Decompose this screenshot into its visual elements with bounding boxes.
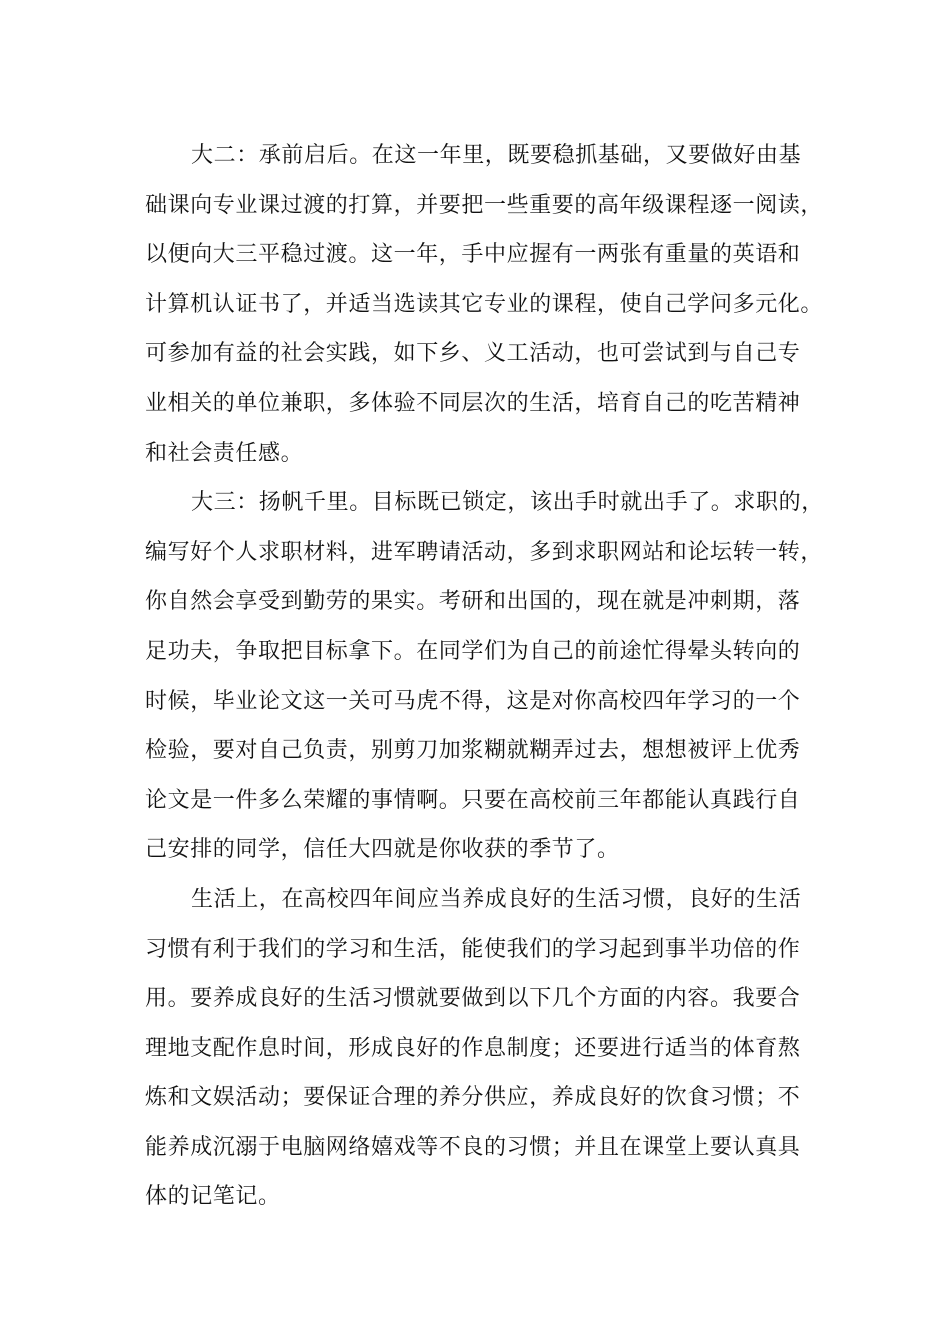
text-line: 大三：扬帆千里。目标既已锁定，该出手时就出手了。求职的， — [191, 490, 824, 516]
text-line: 检验，要对自己负责，别剪刀加浆糊就糊弄过去，想想被评上优秀 — [145, 738, 801, 764]
text-line: 可参加有益的社会实践，如下乡、义工活动，也可尝试到与自己专 — [145, 341, 801, 367]
text-line: 编写好个人求职材料，进军聘请活动，多到求职网站和论坛转一转， — [145, 539, 824, 565]
text-line: 计算机认证书了，并适当选读其它专业的课程，使自己学问多元化。 — [145, 291, 824, 317]
text-line: 时候，毕业论文这一关可马虎不得，这是对你高校四年学习的一个 — [145, 688, 801, 714]
text-line: 生活上，在高校四年间应当养成良好的生活习惯，良好的生活 — [191, 886, 802, 912]
text-line: 论文是一件多么荣耀的事情啊。只要在高校前三年都能认真践行自 — [145, 787, 801, 813]
text-line: 用。要养成良好的生活习惯就要做到以下几个方面的内容。我要合 — [145, 986, 801, 1012]
paragraph-sophomore-year — [145, 131, 835, 478]
text-line: 己安排的同学，信任大四就是你收获的季节了。 — [145, 837, 620, 863]
paragraph-life-habits — [145, 875, 835, 1222]
text-line: 体的记笔记。 — [145, 1184, 281, 1210]
text-line: 础课向专业课过渡的打算，并要把一些重要的高年级课程逐一阅读， — [145, 192, 824, 218]
text-line: 业相关的单位兼职，多体验不同层次的生活，培育自己的吃苦精神 — [145, 390, 801, 416]
text-line: 理地支配作息时间，形成良好的作息制度；还要进行适当的体育熬 — [145, 1035, 801, 1061]
text-line: 炼和文娱活动；要保证合理的养分供应，养成良好的饮食习惯；不 — [145, 1085, 801, 1111]
text-line: 以便向大三平稳过渡。这一年，手中应握有一两张有重量的英语和 — [145, 242, 801, 268]
text-line: 和社会责任感。 — [145, 440, 304, 466]
text-line: 你自然会享受到勤劳的果实。考研和出国的，现在就是冲刺期，落 — [145, 589, 801, 615]
text-line: 习惯有利于我们的学习和生活，能使我们的学习起到事半功倍的作 — [145, 936, 801, 962]
document-body — [145, 131, 835, 1222]
text-line: 大二：承前启后。在这一年里，既要稳抓基础，又要做好由基 — [191, 143, 802, 168]
text-line: 能养成沉溺于电脑网络嬉戏等不良的习惯；并且在课堂上要认真具 — [145, 1134, 801, 1160]
text-line: 足功夫，争取把目标拿下。在同学们为自己的前途忙得晕头转向的 — [145, 638, 801, 664]
paragraph-junior-year — [145, 478, 835, 875]
